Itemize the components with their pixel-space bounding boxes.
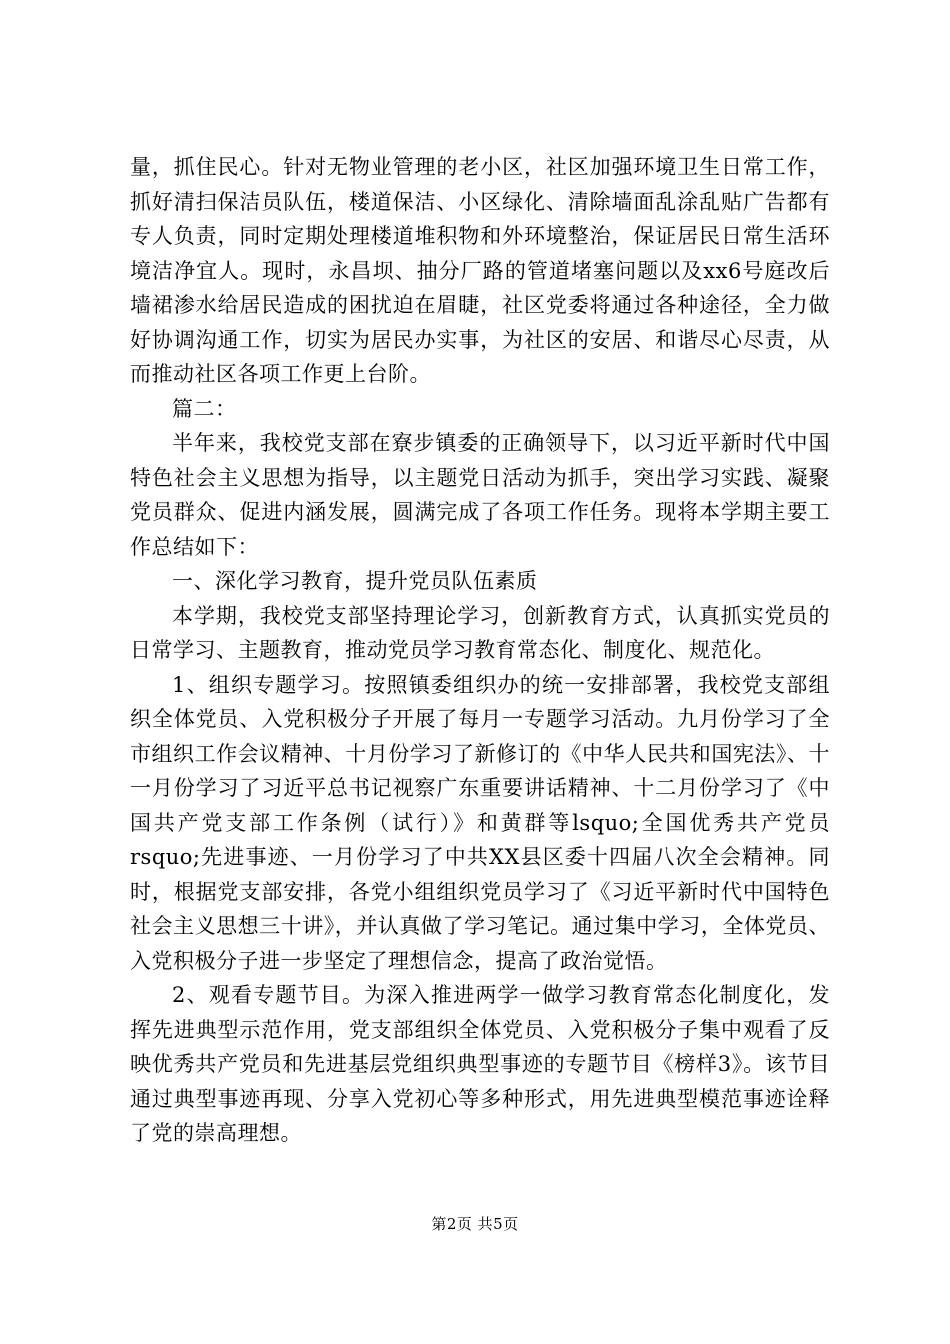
paragraph-continued: 量，抓住民心。针对无物业管理的老小区，社区加强环境卫生日常工作，抓好清扫保洁员队伍，楼道保洁、小区绿化、清除墙面乱涂乱贴广告都有专人负责，同时定期处理楼道堆积物和外环境整治，保证居民日常生活环境洁净宜人。现时，永昌坝、抽分厂路的管道堵塞问题以及xx6号庭改后墙裙渗水给居民造成的困扰迫在眉睫，社区党委将通过各种途径，全力做好协调沟通工作，切实为居民办实事，为社区的安居、和谐尽心尽责，从而推动社区各项工作更上台阶。: [130, 155, 830, 386]
section-heading-part-two: 篇二：: [172, 396, 237, 421]
paragraph-intro: 半年来，我校党支部在寮步镇委的正确领导下，以习近平新时代中国特色社会主义思想为指导，以主题党日活动为抓手，突出学习实践、凝聚党员群众、促进内涵发展，圆满完成了各项工作任务。现将本学期主要工作总结如下：: [130, 431, 830, 559]
paragraph-study: 本学期，我校党支部坚持理论学习，创新教育方式，认真抓实党员的日常学习、主题教育，推动党员学习教育常态化、制度化、规范化。: [130, 603, 830, 662]
paragraph-item-2: 2、观看专题节目。为深入推进两学一做学习教育常态化制度化，发挥先进典型示范作用，党支部组织全体党员、入党积极分子集中观看了反映优秀共产党员和先进基层党组织典型事迹的专题节目《榜样3》。该节目通过典型事迹再现、分享入党初心等多种形式，用先进典型模范事迹诠释了党的崇高理想。: [130, 983, 830, 1145]
section-heading-one: 一、深化学习教育，提升党员队伍素质: [172, 569, 538, 593]
paragraph-item-1: 1、组织专题学习。按照镇委组织办的统一安排部署，我校党支部组织全体党员、入党积极分子开展了每月一专题学习活动。九月份学习了全市组织工作会议精神、十月份学习了新修订的《中华人民共和国宪法》、十一月份学习了习近平总书记视察广东重要讲话精神、十二月份学习了《中国共产党支部工作条例（试行）》和黄群等lsquo;全国优秀共产党员rsquo;先进事迹、一月份学习了中共XX县区委十四届八次全会精神。同时，根据党支部安排，各党小组组织党员学习了《习近平新时代中国特色社会主义思想三十讲》，并认真做了学习笔记。通过集中学习，全体党员、入党积极分子进一步坚定了理想信念，提高了政治觉悟。: [130, 672, 830, 973]
text-block: [130, 150, 830, 1151]
page-footer: 第2页 共5页: [431, 1215, 519, 1233]
document-body: [130, 150, 830, 1151]
